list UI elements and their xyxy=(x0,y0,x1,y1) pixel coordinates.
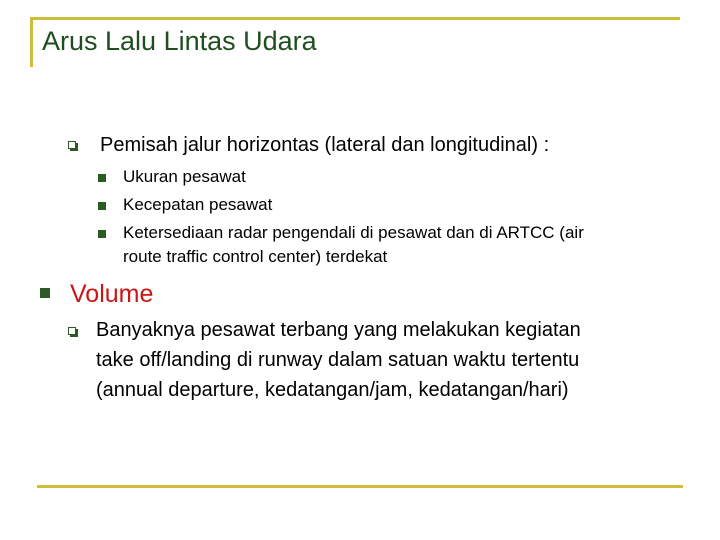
title-left-rule xyxy=(30,17,33,67)
sub-bullet-radar-availability-cont: route traffic control center) terdekat xyxy=(123,247,388,266)
sub-bullet-aircraft-speed: Kecepatan pesawat xyxy=(123,195,273,214)
volume-desc-line-3: (annual departure, kedatangan/jam, kedatangan/hari) xyxy=(96,379,569,401)
title-top-rule xyxy=(30,17,680,20)
hollow-square-bullet-icon xyxy=(68,141,76,149)
small-filled-square-bullet-icon xyxy=(98,174,106,182)
hollow-square-bullet-icon xyxy=(68,327,76,335)
small-filled-square-bullet-icon xyxy=(98,230,106,238)
sub-bullet-radar-availability: Ketersediaan radar pengendali di pesawat dan di ARTCC (air xyxy=(123,223,584,242)
slide-title: Arus Lalu Lintas Udara xyxy=(42,26,317,56)
filled-square-bullet-icon xyxy=(40,288,50,298)
volume-desc-line-1: Banyaknya pesawat terbang yang melakukan kegiatan xyxy=(96,319,581,341)
bullet-lateral-separation: Pemisah jalur horizontas (lateral dan longitudinal) : xyxy=(100,134,550,156)
footer-rule xyxy=(37,485,683,488)
sub-bullet-aircraft-size: Ukuran pesawat xyxy=(123,167,246,186)
small-filled-square-bullet-icon xyxy=(98,202,106,210)
volume-desc-line-2: take off/landing di runway dalam satuan waktu tertentu xyxy=(96,349,580,371)
volume-heading: Volume xyxy=(70,280,154,308)
